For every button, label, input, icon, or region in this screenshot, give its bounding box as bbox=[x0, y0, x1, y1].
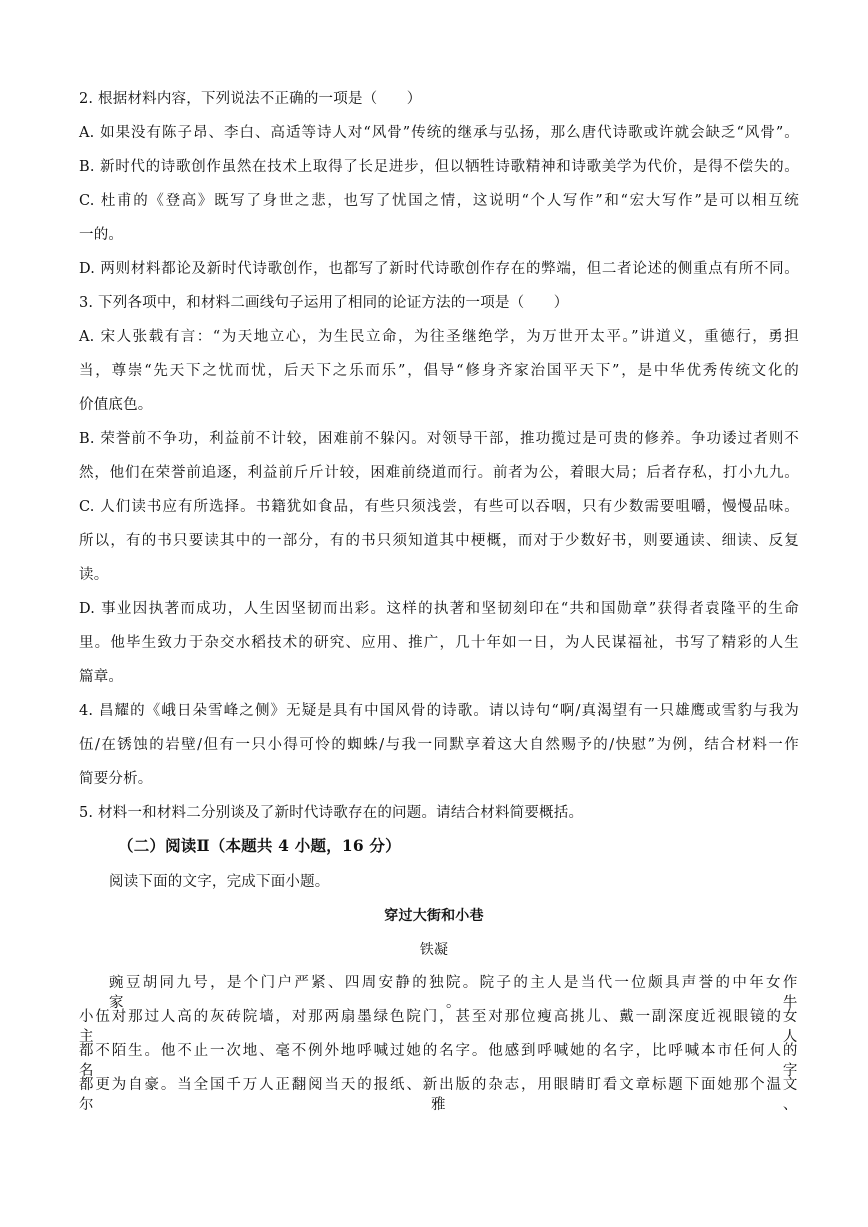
question-text-line: B. 新时代的诗歌创作虽然在技术上取得了长足进步，但以牺牲诗歌精神和诗歌美学为代价，是得不偿失的。 bbox=[79, 159, 799, 175]
question-text-line: C. 人们读书应有所选择。书籍犹如食品，有些只须浅尝，有些可以吞咽，只有少数需要咀嚼，慢慢品味。 bbox=[79, 499, 799, 515]
question-text-line: A. 宋人张载有言：“为天地立心，为生民立命，为往圣继绝学，为万世开太平。”讲道义，重德行，勇担 bbox=[79, 329, 799, 345]
question-text-line: D. 事业因执著而成功，人生因坚韧而出彩。这样的执著和坚韧刻印在“共和国勋章”获得者袁隆平的生命 bbox=[79, 601, 799, 617]
story-paragraph-line: 小伍对那过人高的灰砖院墙，对那两扇墨绿色院门，甚至对那位瘦高挑儿、戴一副深度近视眼镜的女主人 bbox=[79, 1009, 799, 1045]
question-text-line: 一的。 bbox=[79, 227, 124, 243]
question-text-line: A. 如果没有陈子昂、李白、高适等诗人对“风骨”传统的继承与弘扬，那么唐代诗歌或许就会缺乏“风骨”。 bbox=[79, 125, 799, 141]
question-text-line: 4. 昌耀的《峨日朵雪峰之侧》无疑是具有中国风骨的诗歌。请以诗句“啊/真渴望有一只雄鹰或雪豹与我为 bbox=[79, 703, 799, 719]
reading-instruction: 阅读下面的文字，完成下面小题。 bbox=[109, 874, 330, 890]
question-text-line: 然，他们在荣誉前追逐，利益前斤斤计较，困难前绕道而行。前者为公，着眼大局；后者存私，打小九九。 bbox=[79, 465, 799, 481]
question-text-line: 读。 bbox=[79, 567, 109, 583]
section-heading: （二）阅读Ⅱ（本题共 4 小题，16 分） bbox=[118, 836, 401, 855]
story-paragraph-line: 都不陌生。他不止一次地、毫不例外地呼喊过她的名字。他感到呼喊她的名字，比呼喊本市任何人的名字 bbox=[79, 1043, 799, 1079]
question-text-line: 5. 材料一和材料二分别谈及了新时代诗歌存在的问题。请结合材料简要概括。 bbox=[79, 805, 584, 821]
question-text-line: 当，尊崇“先天下之忧而忧，后天下之乐而乐”，倡导“修身齐家治国平天下”，是中华优秀传统文化的 bbox=[79, 363, 799, 379]
question-text-line: 所以，有的书只要读其中的一部分，有的书只须知道其中梗概，而对于少数好书，则要通读、细读、反复 bbox=[79, 533, 799, 549]
story-author: 铁凝 bbox=[419, 942, 449, 958]
story-title: 穿过大街和小巷 bbox=[384, 908, 484, 924]
question-text-line: 简要分析。 bbox=[79, 771, 153, 787]
question-text-line: 2. 根据材料内容，下列说法不正确的一项是（ ） bbox=[79, 91, 422, 107]
question-text-line: 篇章。 bbox=[79, 669, 124, 685]
question-text-line: D. 两则材料都论及新时代诗歌创作，也都写了新时代诗歌创作存在的弊端，但二者论述的侧重点有所不同。 bbox=[79, 261, 799, 277]
question-text-line: 里。他毕生致力于杂交水稻技术的研究、应用、推广，几十年如一日，为人民谋福祉，书写了精彩的人生 bbox=[79, 635, 799, 651]
question-text-line: 3. 下列各项中，和材料二画线句子运用了相同的论证方法的一项是（ ） bbox=[79, 295, 569, 311]
story-paragraph-line: 豌豆胡同九号，是个门户严紧、四周安静的独院。院子的主人是当代一位颇具声誉的中年女作家。牛 bbox=[109, 975, 799, 1011]
question-text-line: C. 杜甫的《登高》既写了身世之悲，也写了忧国之情，这说明“个人写作”和“宏大写作”是可以相互统 bbox=[79, 193, 799, 209]
story-paragraph-line: 都更为自豪。当全国千万人正翻阅当天的报纸、新出版的杂志，用眼睛盯看文章标题下面她那个温文尔雅、 bbox=[79, 1077, 799, 1113]
question-text-line: 价值底色。 bbox=[79, 397, 153, 413]
question-text-line: B. 荣誉前不争功，利益前不计较，困难前不躲闪。对领导干部，推功揽过是可贵的修养。争功诿过者则不 bbox=[79, 431, 799, 447]
question-text-line: 伍/在锈蚀的岩壁/但有一只小得可怜的蜘蛛/与我一同默享着这大自然赐予的/快慰”为例，结合材料一作 bbox=[79, 737, 799, 753]
